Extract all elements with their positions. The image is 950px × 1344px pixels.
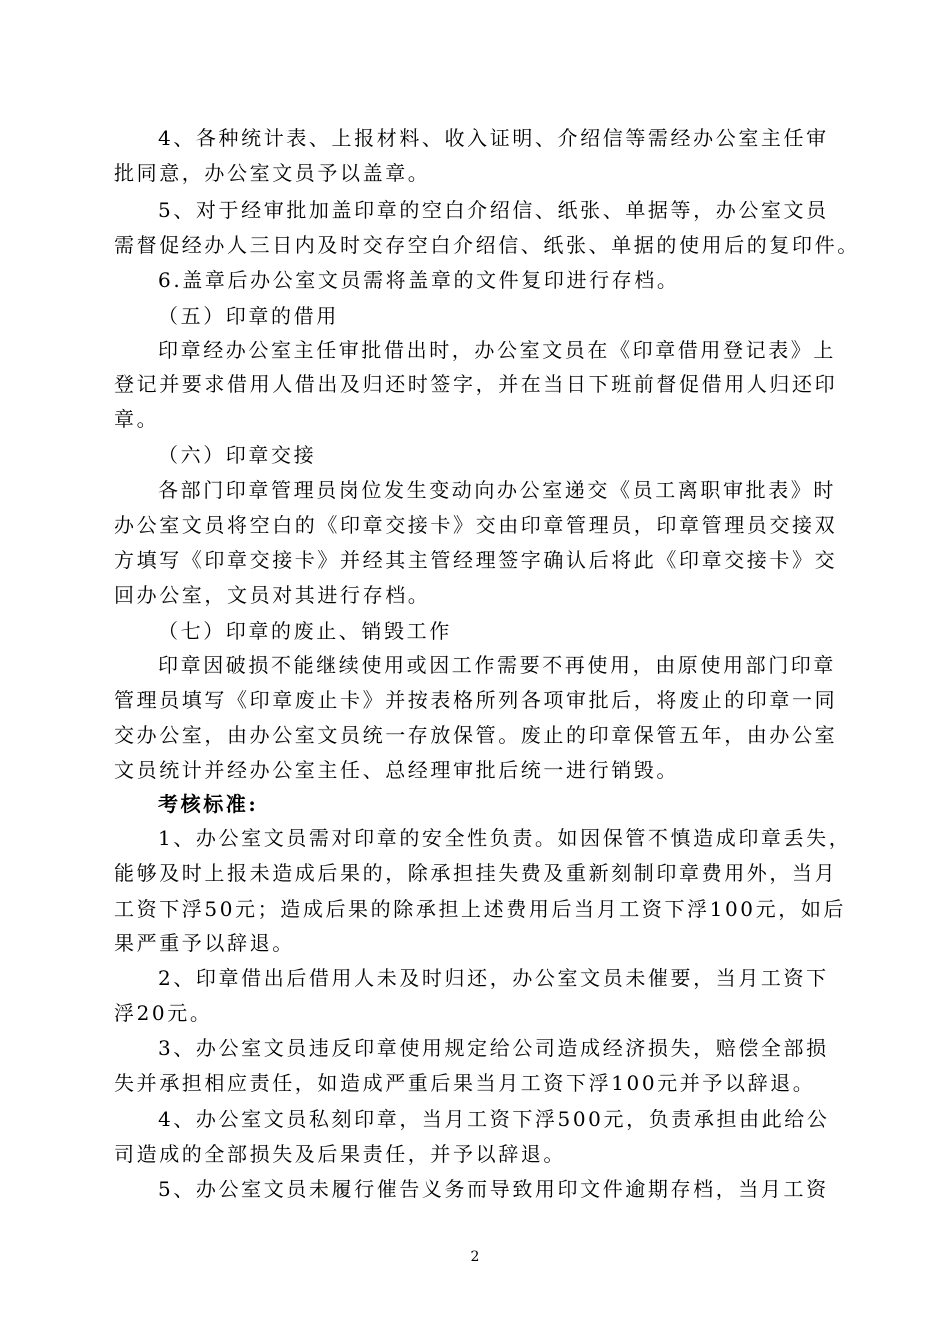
paragraph-line: 方填写《印章交接卡》并经其主管经理签字确认后将此《印章交接卡》交 <box>114 548 838 572</box>
section-heading: （七）印章的废止、销毁工作 <box>158 619 452 643</box>
paragraph-line: 果严重予以辞退。 <box>114 931 295 955</box>
paragraph-line: 浮20元。 <box>114 1001 213 1025</box>
paragraph-line: 交办公室，由办公室文员统一存放保管。废止的印章保管五年，由办公室 <box>114 723 838 747</box>
assessment-heading: 考核标准: <box>158 792 259 816</box>
paragraph-line: 6.盖章后办公室文员需将盖章的文件复印进行存档。 <box>158 268 680 292</box>
paragraph-line: 5、办公室文员未履行催告义务而导致用印文件逾期存档，当月工资 <box>158 1177 829 1201</box>
paragraph-line: 办公室文员将空白的《印章交接卡》交由印章管理员，印章管理员交接双 <box>114 513 838 537</box>
paragraph-line: 各部门印章管理员岗位发生变动向办公室递交《员工离职审批表》时 <box>158 478 836 502</box>
paragraph-line: 登记并要求借用人借出及归还时签字，并在当日下班前督促借用人归还印 <box>114 372 838 396</box>
page-number: 2 <box>470 1249 480 1265</box>
paragraph-line: 2、印章借出后借用人未及时归还，办公室文员未催要，当月工资下 <box>158 966 829 990</box>
paragraph-line: 5、对于经审批加盖印章的空白介绍信、纸张、单据等，办公室文员 <box>158 198 829 222</box>
paragraph-line: 4、办公室文员私刻印章，当月工资下浮500元，负责承担由此给公 <box>158 1107 830 1131</box>
section-heading: （六）印章交接 <box>158 443 317 467</box>
paragraph-line: 批同意，办公室文员予以盖章。 <box>114 161 431 185</box>
paragraph-line: 失并承担相应责任，如造成严重后果当月工资下浮100元并予以辞退。 <box>114 1071 816 1095</box>
paragraph-line: 司造成的全部损失及后果责任，并予以辞退。 <box>114 1142 566 1166</box>
paragraph-line: 章。 <box>114 407 160 431</box>
paragraph-line: 回办公室，文员对其进行存档。 <box>114 583 431 607</box>
paragraph-line: 3、办公室文员违反印章使用规定给公司造成经济损失，赔偿全部损 <box>158 1036 829 1060</box>
paragraph-line: 印章因破损不能继续使用或因工作需要不再使用，由原使用部门印章 <box>158 653 836 677</box>
paragraph-line: 1、办公室文员需对印章的安全性负责。如因保管不慎造成印章丢失， <box>158 826 852 850</box>
paragraph-line: 管理员填写《印章废止卡》并按表格所列各项审批后，将废止的印章一同 <box>114 688 838 712</box>
paragraph-line: 工资下浮50元；造成后果的除承担上述费用后当月工资下浮100元，如后 <box>114 897 847 921</box>
paragraph-line: 需督促经办人三日内及时交存空白介绍信、纸张、单据的使用后的复印件。 <box>114 233 860 257</box>
paragraph-line: 能够及时上报未造成后果的，除承担挂失费及重新刻制印章费用外，当月 <box>114 861 838 885</box>
section-heading: （五）印章的借用 <box>158 304 339 328</box>
paragraph-line: 文员统计并经办公室主任、总经理审批后统一进行销毁。 <box>114 758 679 782</box>
paragraph-line: 印章经办公室主任审批借出时，办公室文员在《印章借用登记表》上 <box>158 338 836 362</box>
paragraph-line: 4、各种统计表、上报材料、收入证明、介绍信等需经办公室主任审 <box>158 126 829 150</box>
